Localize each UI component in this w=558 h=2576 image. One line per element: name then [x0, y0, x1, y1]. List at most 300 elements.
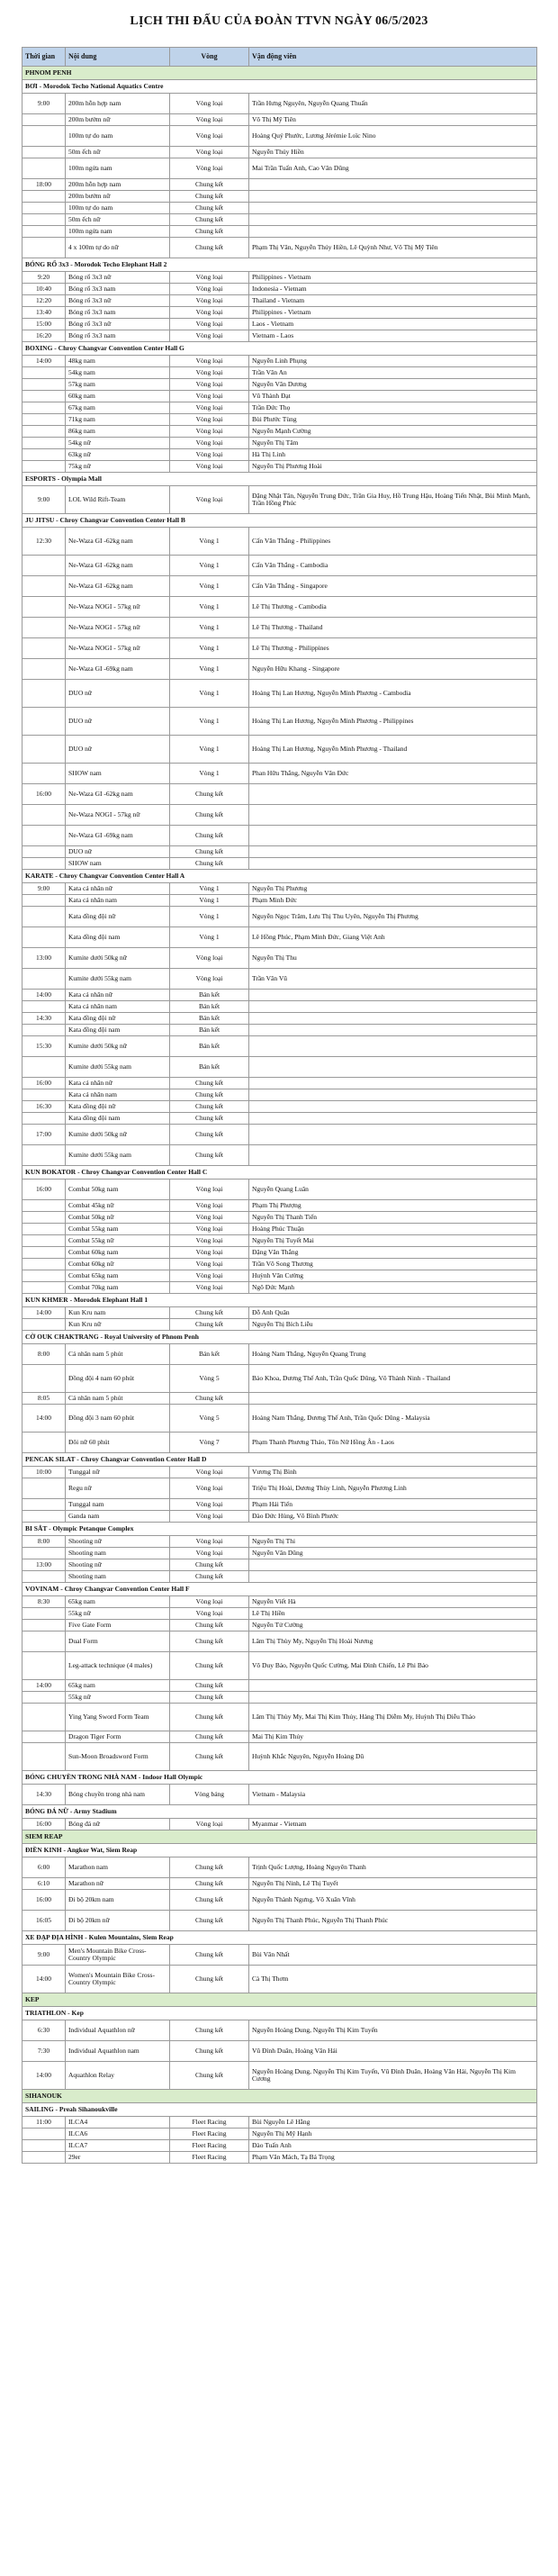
time-cell: 14:00: [22, 1405, 66, 1433]
table-row: [22, 1433, 537, 1453]
table-row: [22, 1224, 537, 1235]
time-cell: 6:10: [22, 1878, 66, 1890]
header-event: Nội dung: [66, 48, 170, 67]
event-cell: Kata đồng đội nam: [66, 1025, 170, 1036]
table-header-row: [22, 48, 537, 67]
round-cell: Vòng loại: [170, 1548, 249, 1559]
round-cell: Vòng 1: [170, 764, 249, 784]
round-cell: Chung kết: [170, 214, 249, 226]
round-cell: Chung kết: [170, 1704, 249, 1731]
event-cell: Ne-Waza GI -62kg nam: [66, 576, 170, 597]
table-row: [22, 597, 537, 618]
event-cell: SHOW nam: [66, 764, 170, 784]
round-cell: Vòng 1: [170, 528, 249, 556]
round-cell: Vòng loại: [170, 1270, 249, 1282]
table-row: [22, 1608, 537, 1620]
round-cell: Vòng loại: [170, 1511, 249, 1523]
athletes-cell: Trần Văn Vũ: [249, 969, 537, 990]
athletes-cell: Phạm Thanh Phương Thảo, Tôn Nữ Hồng Ân - Laos: [249, 1433, 537, 1453]
event-cell: Shooting nam: [66, 1548, 170, 1559]
table-row: [22, 1785, 537, 1805]
round-cell: Vòng 1: [170, 907, 249, 927]
time-cell: 12:30: [22, 528, 66, 556]
event-cell: 100m ngửa nam: [66, 158, 170, 179]
round-cell: Vòng loại: [170, 1819, 249, 1830]
time-cell: [22, 927, 66, 948]
round-cell: Chung kết: [170, 1652, 249, 1680]
round-cell: Vòng loại: [170, 414, 249, 426]
athletes-cell: Lê Thị Thương - Cambodia: [249, 597, 537, 618]
event-cell: Combat 50kg nam: [66, 1180, 170, 1200]
round-cell: Vòng 1: [170, 618, 249, 638]
event-cell: Bóng rổ 3x3 nữ: [66, 295, 170, 307]
event-cell: Đôi nữ 60 phút: [66, 1433, 170, 1453]
event-cell: Ne-Waza GI -62kg nam: [66, 556, 170, 576]
athletes-cell: Nguyễn Hữu Khang - Singapore: [249, 659, 537, 680]
time-cell: [22, 402, 66, 414]
round-cell: Chung kết: [170, 1101, 249, 1113]
event-cell: ILCA6: [66, 2129, 170, 2140]
event-cell: 55kg nữ: [66, 1692, 170, 1704]
athletes-cell: Bùi Nguyễn Lê Hằng: [249, 2117, 537, 2129]
event-cell: DUO nữ: [66, 846, 170, 858]
time-cell: [22, 858, 66, 870]
time-cell: 14:00: [22, 356, 66, 367]
event-cell: 67kg nam: [66, 402, 170, 414]
athletes-cell: Đỗ Anh Quân: [249, 1307, 537, 1319]
table-row: [22, 203, 537, 214]
table-row: [22, 736, 537, 764]
event-cell: Bóng rổ 3x3 nữ: [66, 272, 170, 284]
round-cell: Vòng loại: [170, 948, 249, 969]
round-cell: Vòng 1: [170, 708, 249, 736]
athletes-cell: Hoàng Thị Lan Hương, Nguyễn Minh Phương - Thailand: [249, 736, 537, 764]
sport-venue-label: BÓNG ĐÁ NỮ - Army Stadium: [22, 1805, 537, 1819]
round-cell: Vòng 1: [170, 576, 249, 597]
event-cell: Men's Mountain Bike Cross-Country Olympic: [66, 1945, 170, 1966]
athletes-cell: Nguyễn Quang Luân: [249, 1180, 537, 1200]
athletes-cell: Trần Văn An: [249, 367, 537, 379]
event-cell: Combat 70kg nam: [66, 1282, 170, 1294]
time-cell: [22, 895, 66, 907]
athletes-cell: Huỳnh Khắc Nguyên, Nguyễn Hoàng Dũ: [249, 1743, 537, 1771]
round-cell: Vòng loại: [170, 1596, 249, 1608]
event-cell: Ne-Waza NOGI - 57kg nữ: [66, 638, 170, 659]
athletes-cell: Huỳnh Văn Cường: [249, 1270, 537, 1282]
athletes-cell: [249, 1078, 537, 1089]
table-row: [22, 438, 537, 449]
round-cell: Vòng loại: [170, 284, 249, 295]
time-cell: [22, 426, 66, 438]
round-cell: Vòng loại: [170, 1212, 249, 1224]
event-cell: 100m ngửa nam: [66, 226, 170, 238]
round-cell: Chung kết: [170, 1878, 249, 1890]
time-cell: [22, 1511, 66, 1523]
round-cell: Bán kết: [170, 1344, 249, 1365]
round-cell: Chung kết: [170, 2041, 249, 2062]
event-cell: Ne-Waza NOGI - 57kg nữ: [66, 618, 170, 638]
sport-venue-label: BÓNG CHUYỀN TRONG NHÀ NAM - Indoor Hall Olympic: [22, 1771, 537, 1785]
round-cell: Chung kết: [170, 858, 249, 870]
time-cell: [22, 126, 66, 147]
event-cell: Đi bộ 20km nữ: [66, 1911, 170, 1931]
event-cell: Shooting nam: [66, 1571, 170, 1583]
round-cell: Chung kết: [170, 1692, 249, 1704]
round-cell: Vòng loại: [170, 1200, 249, 1212]
time-cell: 9:00: [22, 486, 66, 514]
event-cell: Shooting nữ: [66, 1536, 170, 1548]
region-label: KEP: [22, 1993, 537, 2007]
table-row: [22, 846, 537, 858]
athletes-cell: Mai Trần Tuấn Anh, Cao Văn Dũng: [249, 158, 537, 179]
time-cell: [22, 2129, 66, 2140]
table-row: [22, 1511, 537, 1523]
time-cell: [22, 1548, 66, 1559]
sport-venue-row: [22, 1294, 537, 1307]
sport-venue-label: ESPORTS - Olympia Mall: [22, 473, 537, 486]
table-row: [22, 659, 537, 680]
round-cell: Vòng loại: [170, 1467, 249, 1478]
event-cell: DUO nữ: [66, 680, 170, 708]
athletes-cell: Myanmar - Vietnam: [249, 1819, 537, 1830]
table-row: [22, 1319, 537, 1331]
event-cell: Individual Aquathlon nữ: [66, 2020, 170, 2041]
table-row: [22, 1631, 537, 1652]
round-cell: Bán kết: [170, 1036, 249, 1057]
time-cell: [22, 846, 66, 858]
round-cell: Chung kết: [170, 2020, 249, 2041]
event-cell: 65kg nam: [66, 1680, 170, 1692]
time-cell: [22, 805, 66, 826]
athletes-cell: Nguyễn Thị Tâm: [249, 438, 537, 449]
time-cell: 14:00: [22, 990, 66, 1001]
round-cell: Vòng loại: [170, 126, 249, 147]
athletes-cell: Lê Thị Thương - Philippines: [249, 638, 537, 659]
event-cell: Bóng rổ 3x3 nam: [66, 284, 170, 295]
athletes-cell: [249, 1101, 537, 1113]
table-row: [22, 784, 537, 805]
table-row: [22, 1344, 537, 1365]
table-row: [22, 618, 537, 638]
sport-venue-label: BI SẮT - Olympic Petanque Complex: [22, 1523, 537, 1536]
round-cell: Chung kết: [170, 1113, 249, 1125]
table-row: [22, 2152, 537, 2164]
athletes-cell: Trần Đức Thọ: [249, 402, 537, 414]
table-row: [22, 1911, 537, 1931]
table-row: [22, 1078, 537, 1089]
athletes-cell: Nguyễn Thị Thanh Phúc, Nguyễn Thị Thanh Phúc: [249, 1911, 537, 1931]
athletes-cell: Nguyễn Thị Bích Liễu: [249, 1319, 537, 1331]
event-cell: 54kg nam: [66, 367, 170, 379]
round-cell: Vòng loại: [170, 461, 249, 473]
athletes-cell: Vũ Đình Duân, Hoàng Văn Hải: [249, 2041, 537, 2062]
round-cell: Vòng loại: [170, 1499, 249, 1511]
table-row: [22, 1819, 537, 1830]
table-row: [22, 1113, 537, 1125]
table-row: [22, 330, 537, 342]
time-cell: 9:00: [22, 883, 66, 895]
athletes-cell: Nguyễn Hoàng Dung, Nguyễn Thị Kim Tuyến: [249, 2020, 537, 2041]
table-row: [22, 1180, 537, 1200]
event-cell: Đồng đội 4 nam 60 phút: [66, 1365, 170, 1393]
sport-venue-row: [22, 473, 537, 486]
athletes-cell: Nguyễn Hoàng Dung, Nguyễn Thị Kim Tuyến, Vũ Đình Duân, Hoàng Văn Hải, Nguyễn Thị Kim Cương: [249, 2062, 537, 2090]
table-row: [22, 1945, 537, 1966]
table-row: [22, 1536, 537, 1548]
time-cell: [22, 576, 66, 597]
time-cell: [22, 2140, 66, 2152]
event-cell: 86kg nam: [66, 426, 170, 438]
time-cell: [22, 597, 66, 618]
athletes-cell: Vietnam - Laos: [249, 330, 537, 342]
round-cell: Chung kết: [170, 1145, 249, 1166]
event-cell: 50m ếch nữ: [66, 147, 170, 158]
table-row: [22, 1731, 537, 1743]
athletes-cell: [249, 1559, 537, 1571]
header-round: Vòng: [170, 48, 249, 67]
table-row: [22, 1235, 537, 1247]
time-cell: [22, 414, 66, 426]
event-cell: 200m bướm nữ: [66, 191, 170, 203]
time-cell: [22, 556, 66, 576]
table-row: [22, 1089, 537, 1101]
event-cell: 57kg nam: [66, 379, 170, 391]
round-cell: Vòng loại: [170, 295, 249, 307]
table-row: [22, 126, 537, 147]
event-cell: 200m hỗn hợp nam: [66, 179, 170, 191]
round-cell: Bán kết: [170, 1001, 249, 1013]
table-row: [22, 391, 537, 402]
round-cell: Chung kết: [170, 1078, 249, 1089]
athletes-cell: [249, 1393, 537, 1405]
sport-venue-row: [22, 1805, 537, 1819]
time-cell: [22, 1089, 66, 1101]
page-title: LỊCH THI ĐẤU CỦA ĐOÀN TTVN NGÀY 06/5/2023: [130, 14, 428, 28]
athletes-cell: Lâm Thị Thùy My, Mai Thị Kim Thủy, Hàng Thị Diễm My, Huỳnh Thị Diễu Thảo: [249, 1704, 537, 1731]
athletes-cell: Đào Đức Hùng, Võ Bình Phước: [249, 1511, 537, 1523]
round-cell: Bán kết: [170, 990, 249, 1001]
athletes-cell: Nguyễn Thị Thanh Tiến: [249, 1212, 537, 1224]
round-cell: Vòng loại: [170, 1608, 249, 1620]
table-row: [22, 179, 537, 191]
athletes-cell: Lâm Thị Thùy My, Nguyễn Thị Hoài Nương: [249, 1631, 537, 1652]
time-cell: 8:05: [22, 1393, 66, 1405]
athletes-cell: Nguyễn Thị Phương Hoài: [249, 461, 537, 473]
table-row: [22, 1145, 537, 1166]
event-cell: 200m hỗn hợp nam: [66, 94, 170, 114]
athletes-cell: Đào Tuấn Anh: [249, 2140, 537, 2152]
table-row: [22, 1596, 537, 1608]
round-cell: Vòng loại: [170, 1235, 249, 1247]
event-cell: Bóng rổ 3x3 nữ: [66, 319, 170, 330]
time-cell: [22, 1692, 66, 1704]
time-cell: [22, 379, 66, 391]
athletes-cell: Nguyễn Ngọc Trâm, Lưu Thị Thu Uyên, Nguyễn Thị Phương: [249, 907, 537, 927]
athletes-cell: Hoàng Nam Thắng, Dương Thế Anh, Trần Quốc Dũng - Malaysia: [249, 1405, 537, 1433]
round-cell: Chung kết: [170, 1620, 249, 1631]
athletes-cell: [249, 1089, 537, 1101]
table-row: [22, 1878, 537, 1890]
athletes-cell: [249, 858, 537, 870]
time-cell: [22, 708, 66, 736]
time-cell: 6:30: [22, 2020, 66, 2041]
time-cell: [22, 203, 66, 214]
table-row: [22, 907, 537, 927]
athletes-cell: Nguyễn Văn Dũng: [249, 1548, 537, 1559]
athletes-cell: Phạm Minh Đức: [249, 895, 537, 907]
event-cell: Ne-Waza NOGI - 57kg nữ: [66, 597, 170, 618]
time-cell: 15:00: [22, 319, 66, 330]
event-cell: Individual Aquathlon nam: [66, 2041, 170, 2062]
event-cell: Kata đồng đội nữ: [66, 1101, 170, 1113]
athletes-cell: Cà Thị Thơm: [249, 1966, 537, 1993]
time-cell: [22, 659, 66, 680]
time-cell: 16:00: [22, 1180, 66, 1200]
event-cell: Kata cá nhân nam: [66, 1001, 170, 1013]
athletes-cell: Cấn Văn Thắng - Cambodia: [249, 556, 537, 576]
athletes-cell: Philippines - Vietnam: [249, 307, 537, 319]
athletes-cell: Nguyễn Mạnh Cường: [249, 426, 537, 438]
event-cell: Combat 55kg nữ: [66, 1235, 170, 1247]
event-cell: Combat 55kg nam: [66, 1224, 170, 1235]
sport-venue-row: [22, 1523, 537, 1536]
round-cell: Chung kết: [170, 1731, 249, 1743]
table-row: [22, 356, 537, 367]
athletes-cell: Phạm Thị Vân, Nguyễn Thúy Hiền, Lê Quỳnh Như, Võ Thị Mỹ Tiên: [249, 238, 537, 258]
table-row: [22, 147, 537, 158]
athletes-cell: Nguyễn Tử Cường: [249, 1620, 537, 1631]
event-cell: Combat 65kg nam: [66, 1270, 170, 1282]
event-cell: Combat 60kg nữ: [66, 1259, 170, 1270]
table-row: [22, 556, 537, 576]
time-cell: [22, 238, 66, 258]
table-row: [22, 1692, 537, 1704]
time-cell: 18:00: [22, 179, 66, 191]
time-cell: [22, 461, 66, 473]
round-cell: Chung kết: [170, 826, 249, 846]
table-row: [22, 1571, 537, 1583]
table-row: [22, 2129, 537, 2140]
athletes-cell: Phạm Hải Tiến: [249, 1499, 537, 1511]
table-row: [22, 1467, 537, 1478]
event-cell: Five Gate Form: [66, 1620, 170, 1631]
round-cell: Vòng loại: [170, 158, 249, 179]
table-row: [22, 969, 537, 990]
time-cell: [22, 1631, 66, 1652]
time-cell: 14:00: [22, 1680, 66, 1692]
event-cell: Women's Mountain Bike Cross-Country Olympic: [66, 1966, 170, 1993]
table-row: [22, 2041, 537, 2062]
time-cell: 6:00: [22, 1857, 66, 1878]
round-cell: Chung kết: [170, 179, 249, 191]
time-cell: [22, 907, 66, 927]
round-cell: Chung kết: [170, 1393, 249, 1405]
time-cell: [22, 226, 66, 238]
table-row: [22, 402, 537, 414]
table-row: [22, 238, 537, 258]
time-cell: 14:00: [22, 2062, 66, 2090]
athletes-cell: Bùi Văn Nhất: [249, 1945, 537, 1966]
time-cell: 8:00: [22, 1344, 66, 1365]
time-cell: [22, 680, 66, 708]
schedule-table: [22, 47, 537, 2164]
round-cell: Bán kết: [170, 1025, 249, 1036]
time-cell: [22, 638, 66, 659]
event-cell: Đi bộ 20km nam: [66, 1890, 170, 1911]
athletes-cell: [249, 1692, 537, 1704]
event-cell: 55kg nữ: [66, 1608, 170, 1620]
table-row: [22, 1259, 537, 1270]
time-cell: 10:00: [22, 1467, 66, 1478]
table-row: [22, 114, 537, 126]
table-row: [22, 1036, 537, 1057]
event-cell: Kumite dưới 50kg nữ: [66, 1125, 170, 1145]
event-cell: SHOW nam: [66, 858, 170, 870]
time-cell: [22, 214, 66, 226]
round-cell: Vòng loại: [170, 449, 249, 461]
sport-venue-label: ĐIỀN KINH - Angkor Wat, Siem Reap: [22, 1844, 537, 1857]
athletes-cell: Đặng Văn Thắng: [249, 1247, 537, 1259]
time-cell: 16:00: [22, 1819, 66, 1830]
sport-venue-row: [22, 2007, 537, 2020]
time-cell: 9:00: [22, 1945, 66, 1966]
athletes-cell: Hoàng Thị Lan Hương, Nguyễn Minh Phương - Cambodia: [249, 680, 537, 708]
round-cell: Vòng bảng: [170, 1785, 249, 1805]
time-cell: [22, 969, 66, 990]
time-cell: 8:30: [22, 1596, 66, 1608]
event-cell: 100m tự do nam: [66, 203, 170, 214]
round-cell: Chung kết: [170, 191, 249, 203]
event-cell: Leg-attack technique (4 males): [66, 1652, 170, 1680]
table-row: [22, 576, 537, 597]
sport-venue-row: [22, 258, 537, 272]
sport-venue-label: KUN BOKATOR - Chroy Changvar Convention Center Hall C: [22, 1166, 537, 1180]
time-cell: [22, 1608, 66, 1620]
athletes-cell: Lê Thị Thương - Thailand: [249, 618, 537, 638]
table-row: [22, 1704, 537, 1731]
athletes-cell: Nguyễn Thúy Hiền: [249, 147, 537, 158]
round-cell: Chung kết: [170, 1559, 249, 1571]
region-row: [22, 1830, 537, 1844]
round-cell: Vòng 1: [170, 556, 249, 576]
time-cell: 14:30: [22, 1785, 66, 1805]
event-cell: 48kg nam: [66, 356, 170, 367]
athletes-cell: Cấn Văn Thắng - Philippines: [249, 528, 537, 556]
event-cell: Kun Kru nam: [66, 1307, 170, 1319]
event-cell: Kun Kru nữ: [66, 1319, 170, 1331]
table-row: [22, 449, 537, 461]
round-cell: Vòng loại: [170, 1478, 249, 1499]
round-cell: Chung kết: [170, 1890, 249, 1911]
athletes-cell: Hoàng Thị Lan Hương, Nguyễn Minh Phương - Philippines: [249, 708, 537, 736]
table-row: [22, 158, 537, 179]
time-cell: [22, 736, 66, 764]
event-cell: Dragon Tiger Form: [66, 1731, 170, 1743]
time-cell: [22, 826, 66, 846]
round-cell: Chung kết: [170, 1680, 249, 1692]
athletes-cell: Thailand - Vietnam: [249, 295, 537, 307]
athletes-cell: Phạm Thị Phượng: [249, 1200, 537, 1212]
event-cell: Combat 60kg nam: [66, 1247, 170, 1259]
table-row: [22, 528, 537, 556]
round-cell: Chung kết: [170, 846, 249, 858]
time-cell: 9:20: [22, 272, 66, 284]
table-row: [22, 1966, 537, 1993]
sport-venue-row: [22, 2103, 537, 2117]
time-cell: 14:30: [22, 1013, 66, 1025]
table-row: [22, 895, 537, 907]
athletes-cell: Nguyễn Viết Hà: [249, 1596, 537, 1608]
